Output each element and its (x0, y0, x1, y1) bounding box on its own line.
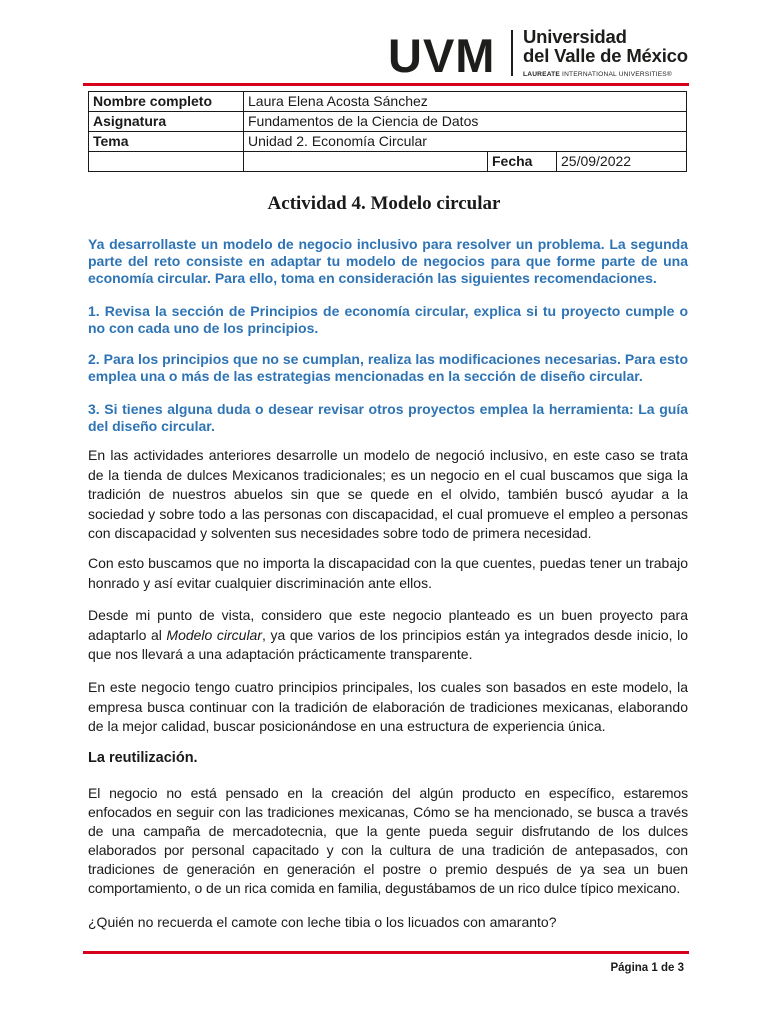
body-paragraph-3 (88, 606, 688, 665)
footer-red-rule (83, 951, 689, 954)
table-row (89, 112, 687, 132)
document-title: Actividad 4. Modelo circular (267, 193, 501, 214)
logo-laureate-tagline (523, 71, 672, 78)
table-row (89, 152, 687, 172)
logo-university-line1: Universidad (523, 26, 627, 47)
logo-acronym: UVM (388, 29, 496, 82)
instruction-intro: Ya desarrollaste un modelo de negocio inclusivo para resolver un problema. La segunda parte del reto consiste en adaptar tu modelo de negocios para que forme parte de una economía circular. Para ello, toma en consideración las siguientes recomendaciones. (88, 236, 688, 286)
body-paragraph-1: En las actividades anteriores desarrolle un modelo de negoció inclusivo, en este caso se trata de la tienda de dulces Mexicanos tradicionales; es un negocio en el cual buscamos que siga la tradición de nuestros abuelos sin que se quede en el olvido, también buscó ayudar a la sociedad y sobre todo a las personas con discapacidad, el cual promueve el empleo a personas con discapacidad y solventen sus necesidades sobre todo de primera necesidad. (88, 447, 688, 541)
subject-label: Asignatura (89, 112, 244, 132)
subject-value: Fundamentos de la Ciencia de Datos (244, 112, 687, 132)
uvm-logo (388, 26, 688, 82)
name-label: Nombre completo (89, 92, 244, 112)
logo-university-line2: del Valle de México (523, 45, 688, 66)
page-number: Página 1 de 3 (610, 962, 684, 974)
table-row (89, 92, 687, 112)
instruction-item-2: 2. Para los principios que no se cumplan, realiza las modificaciones necesarias. Para esto emplea una o más de las estrategias mencionadas en la sección de diseño circular. (88, 351, 688, 384)
instruction-item-3: 3. Si tienes alguna duda o desear revisar otros proyectos emplea la herramienta: La guía del diseño circular. (88, 401, 688, 434)
logo-laureate-bold: LAUREATE (523, 71, 561, 78)
body-paragraph-5: El negocio no está pensado en la creación del algún producto en específico, estaremos enfocados en seguir con las tradiciones mexicanas, Cómo se ha mencionado, se busca a través de una campaña de mercadotecnia, que la gente pueda seguir disfrutando de los dulces elaborados por personal capacitado y con la cultura de una tradición de antepasados, con tradiciones de generación en generación el postre o premio después de ya sea un buen comportamiento, o de un rica comida en familia, degustábamos de un rico dulce típico mexicano. (88, 785, 688, 896)
body-paragraph-2: Con esto buscamos que no importa la discapacidad con la que cuentes, puedas tener un trabajo honrado y así evitar cualquier discriminación ante ellos. (88, 555, 688, 591)
p3-italic-model: Modelo circular (166, 626, 263, 643)
name-value: Laura Elena Acosta Sánchez (244, 92, 687, 112)
body-paragraph-4: En este negocio tengo cuatro principios principales, los cuales son basados en este modelo, la empresa busca continuar con la tradición de elaboración de tradiciones mexicanas, elaborando de la mejor calidad, buscar posicionándose en una estructura de experiencia única. (88, 679, 688, 734)
topic-label: Tema (89, 132, 244, 152)
date-label: Fecha (488, 152, 557, 172)
logo-laureate-rest: INTERNATIONAL UNIVERSITIES® (560, 71, 672, 78)
p3-text-before: Desde mi punto de vista, considero que este negocio planteado es un buen proyecto para adaptarlo al (88, 607, 688, 643)
logo-divider (511, 30, 513, 76)
table-row (89, 132, 687, 152)
empty-cell (89, 152, 244, 172)
empty-cell (244, 152, 488, 172)
header-red-rule (83, 83, 689, 86)
date-value: 25/09/2022 (557, 152, 687, 172)
topic-value: Unidad 2. Economía Circular (244, 132, 687, 152)
instruction-item-1: 1. Revisa la sección de Principios de economía circular, explica si tu proyecto cumple o no con cada uno de los principios. (88, 303, 688, 336)
p3-text-after: , ya que varios de los principios están ya integrados desde inicio, lo que nos llevará a una adaptación prácticamente transparente. (88, 626, 688, 662)
section-heading: La reutilización. (88, 750, 198, 766)
body-paragraph-6: ¿Quién no recuerda el camote con leche tibia o los licuados con amaranto? (88, 914, 557, 930)
info-table (88, 91, 687, 172)
